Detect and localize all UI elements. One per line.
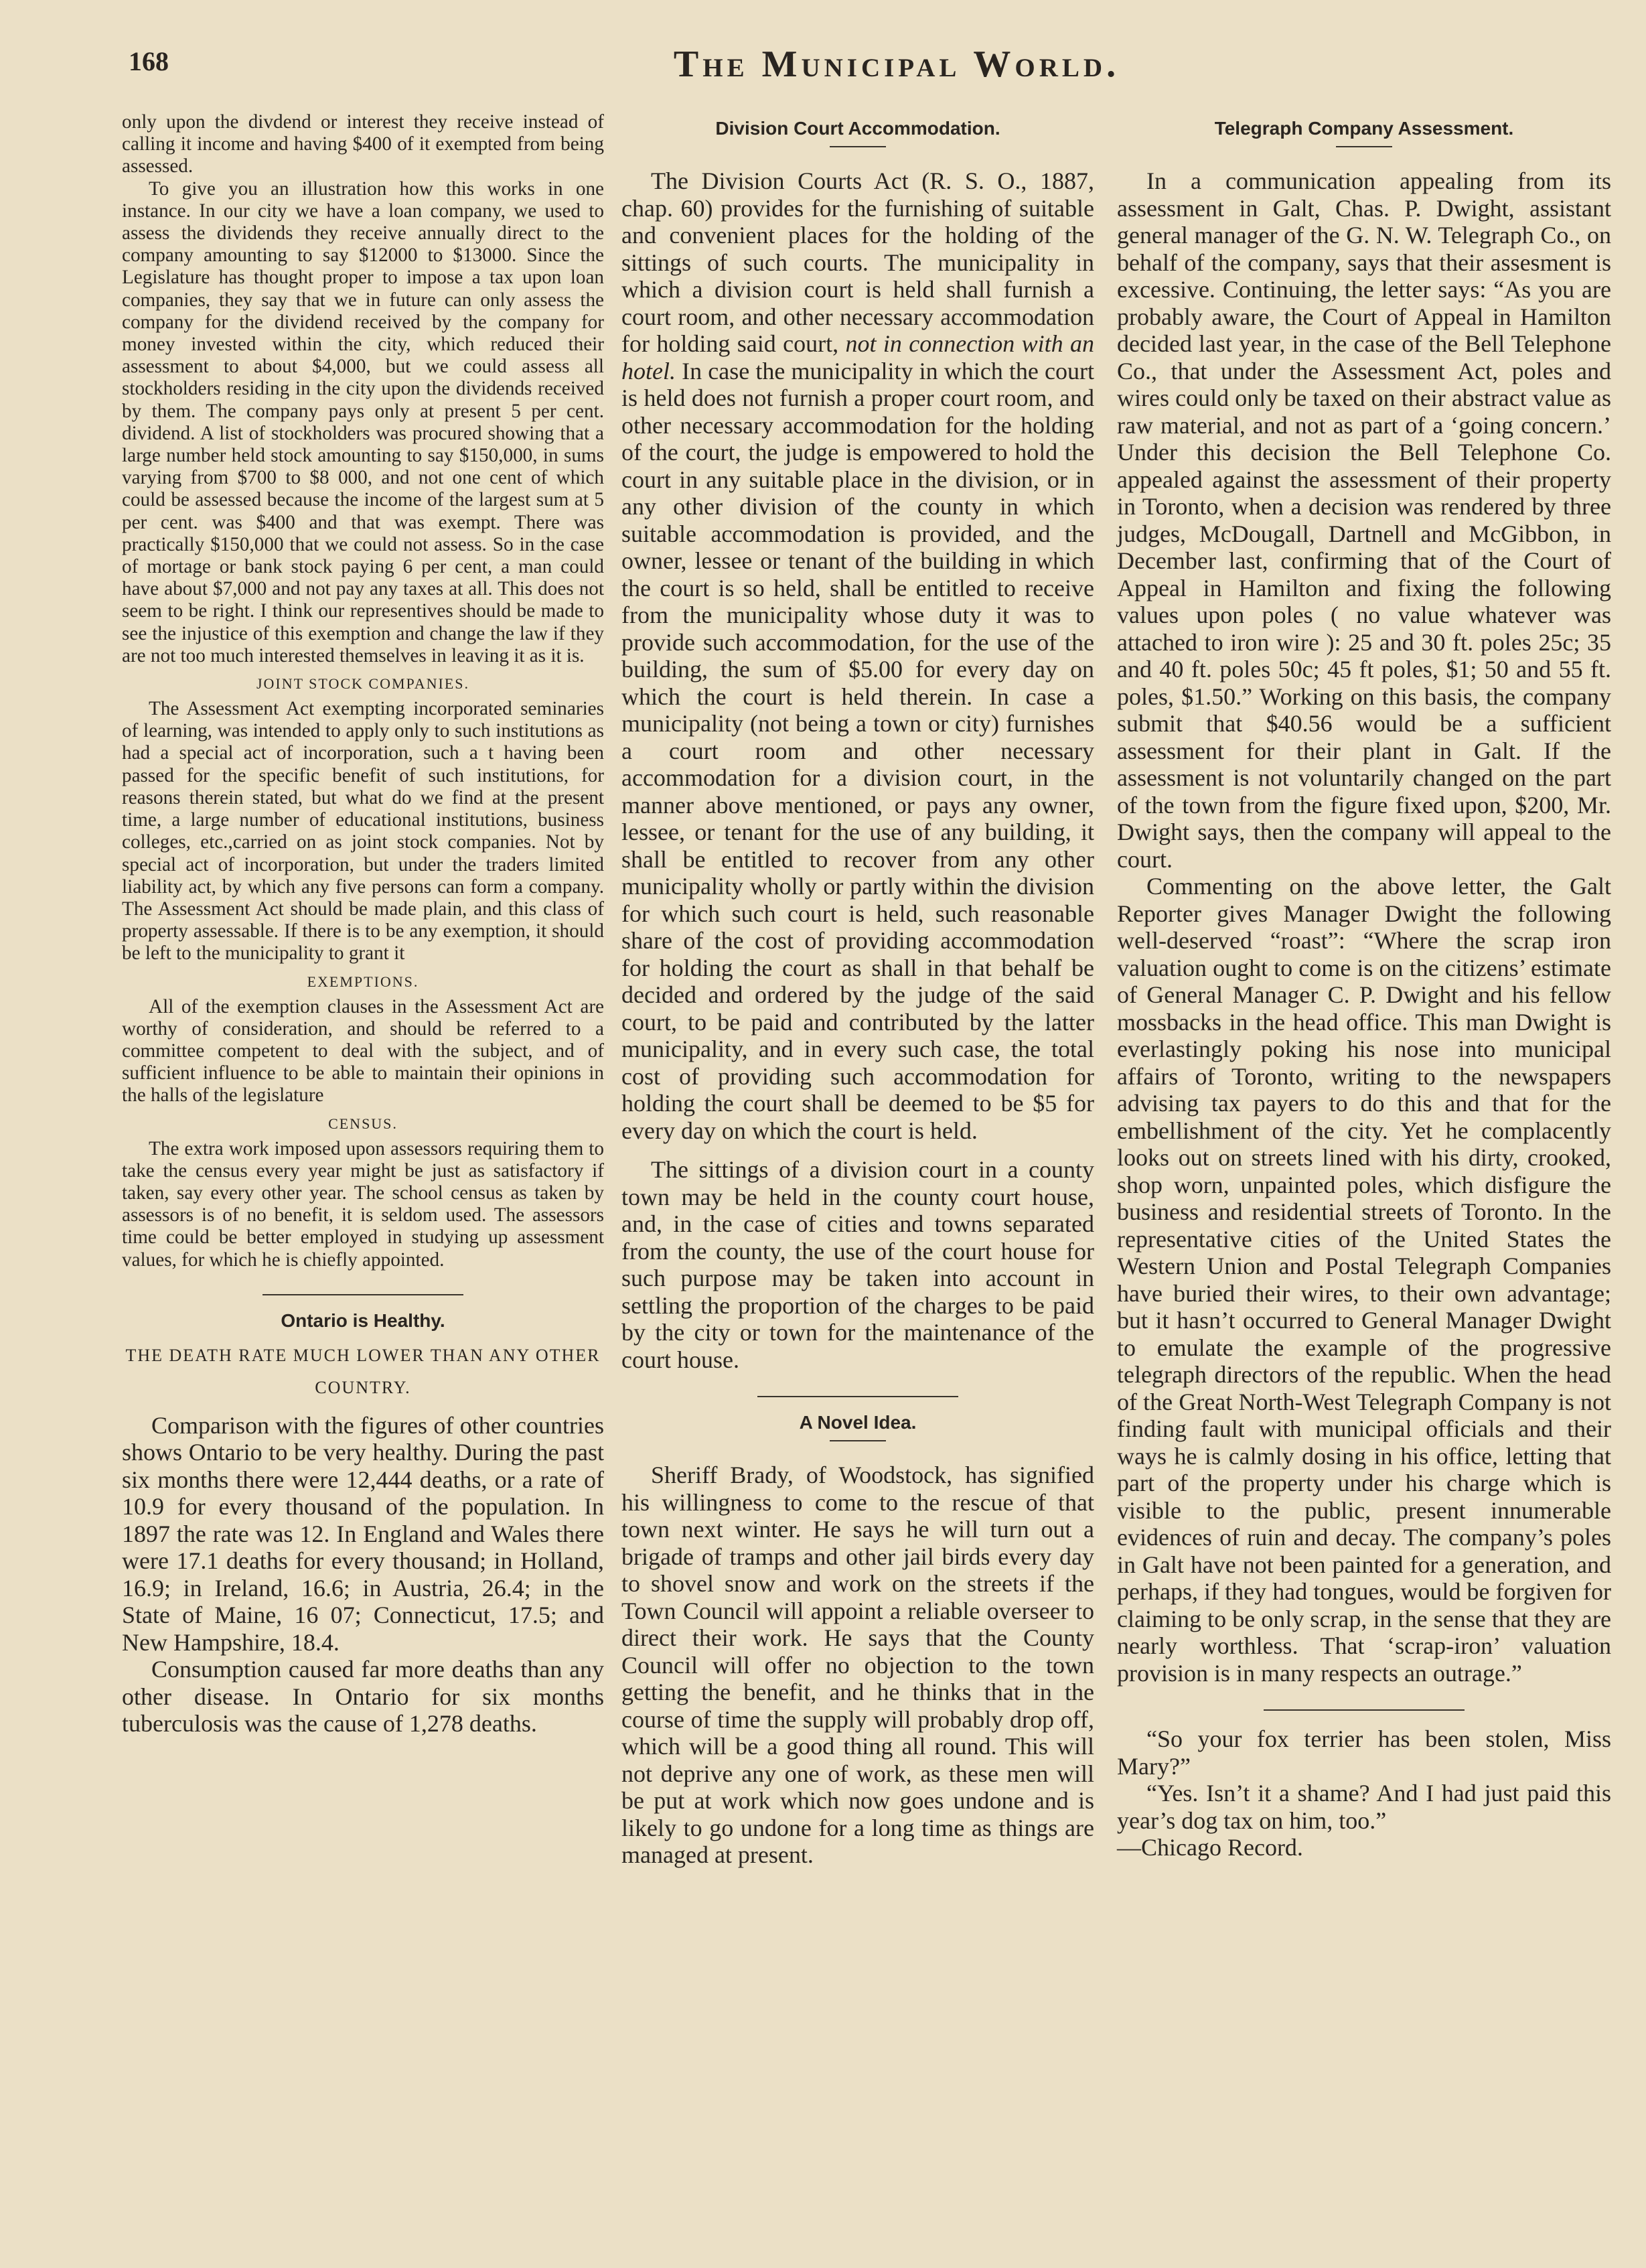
article-headline: Division Court Accommodation.	[715, 118, 1000, 139]
article-paragraph: only upon the divdend or interest they receive instead of calling it income and having $400 of it exempted from being assessed.	[122, 111, 604, 178]
section-heading-joint-stock: JOINT STOCK COMPANIES.	[256, 675, 470, 693]
article-paragraph: In a communication appealing from its assessment in Galt, Chas. P. Dwight, assistant general manager of the G. N. W. Telegraph Co., on behalf of the company, says that their assesment is excessive. Continuing, the letter says: “As you are probably aware, the Court of Appeal in Hamilton decided last year, in the case of the Bell Telephone Co., that under the Assessment Act, poles and wires could only be taxed on their abstract value as raw material, and not as part of a ‘going concern.’ Under this decision the Bell Telephone Co. appealed against the assessment of their property in Toronto, when a decision was rendered by three judges, McDougall, Dartnell and McGibbon, in December last, confirming that of the Court of Appeal in Hamilton and fixing the following values upon poles ( no value whatever was attached to iron wire ): 25 and 30 ft. poles 25c; 35 and 40 ft. poles 50c; 45 ft poles, $1; 50 and 55 ft. poles, $1.50.” Working on this basis, the company submit that $40.56 would be a sufficient assessment for their plant in Galt. If the assessment is not voluntarily changed on the part of the town from the figure fixed upon, $200, Mr. Dwight says, then the company will appeal to the court.	[1117, 167, 1611, 873]
headline-rule	[1336, 146, 1392, 147]
article-subheadline: THE DEATH RATE MUCH LOWER THAN ANY OTHER COUNTRY.	[125, 1345, 601, 1397]
assessment-letter-article	[122, 111, 604, 1271]
headline-rule	[830, 1440, 886, 1441]
joke-line: “Yes. Isn’t it a shame? And I had just paid this year’s dog tax on him, too.”	[1117, 1780, 1611, 1834]
article-paragraph: Comparison with the figures of other countries shows Ontario to be very healthy. During the past six months there were 12,444 deaths, or a rate of 10.9 for every thousand of the population. In 1897 the rate was 12. In England and Wales there were 17.1 deaths for every thousand; in Holland, 16.9; in Ireland, 16.6; in Austria, 26.4; in the State of Maine, 16 07; Connecticut, 17.5; and New Hampshire, 18.4.	[122, 1411, 604, 1656]
novel-idea-article-body	[621, 1462, 1094, 1869]
telegraph-article-body	[1117, 167, 1611, 1687]
headline-rule	[830, 146, 886, 147]
column-divider	[1264, 1709, 1465, 1711]
column-left	[122, 111, 604, 1738]
article-paragraph: Sheriff Brady, of Woodstock, has signified his willingness to come to the rescue of that town next winter. He says he will turn out a brigade of tramps and other jail birds every day to shovel snow and work on the streets if the Town Council will appoint a reliable overseer to direct their work. He says that the County Council will offer no objection to the town getting the benefit, and he thinks that in the course of time the supply will probably drop off, which will be a good thing all round. This will not deprive any one of work, as these men will be put at work which now goes undone and is likely to go undone for a long time as things are managed at present.	[621, 1462, 1094, 1868]
division-court-article-body	[621, 167, 1094, 1373]
page-number: 168	[129, 46, 169, 76]
article-paragraph	[621, 167, 1094, 1144]
article-text: The Division Courts Act (R. S. O., 1887, chap. 60) provides for the furnishing of suitable and convenient places for the holding of the sittings of such courts. The municipality in which a division court is held shall furnish a court room, and other necessary accommodation for holding said court,	[621, 167, 1094, 357]
article-paragraph: Consumption caused far more deaths than any other disease. In Ontario for six months tuberculosis was the cause of 1,278 deaths.	[122, 1656, 604, 1738]
joke-snippet	[1117, 1725, 1611, 1861]
page-header	[121, 40, 1525, 94]
article-headline: Ontario is Healthy.	[281, 1309, 445, 1331]
section-heading-census: CENSUS.	[328, 1115, 398, 1132]
article-paragraph: Commenting on the above letter, the Galt Reporter gives Manager Dwight the following well-deserved “roast”: “Where the scrap iron valuation ought to come is on the citizens’ estimate of General Manager C. P. Dwight and his fellow mossbacks in the head office. This man Dwight is everlastingly poking his nose into municipal affairs of Toronto, writing to the newspapers advising tax payers to do this and that for the embellishment of the city. Yet he complacently looks out on streets lined with his dirty, crooked, shop worn, unpainted poles, which disfigure the business and residential streets of Toronto. In the representative cities of the United States the Western Union and Postal Telegraph Companies have buried their wires, to their own advantage; but it hasn’t occurred to General Manager Dwight to emulate the example of the progressive telegraph directors of the republic. When the head of the Great North-West Telegraph Company is not finding fault with municipal officials and their ways he is calmly dosing in his office, letting that part of the property under his charge which is visible to the public, present innumerable evidences of ruin and decay. The company’s poles in Galt have not been painted for a generation, and perhaps, if they had tongues, would be forgiven for claiming to be only scrap, in the sense that they are nearly worthless. That ‘scrap-iron’ valuation provision is in many respects an outrage.”	[1117, 873, 1611, 1687]
article-italic-text: not in connection with an hotel.	[621, 330, 1094, 384]
article-paragraph: The sittings of a division court in a county town may be held in the county court house, and, in the case of cities and towns separated from the county, the use of the court house for such purpose may be taken into account in settling the proportion of the charges to be paid by the city or town for the maintenance of the court house.	[621, 1156, 1094, 1373]
joke-source: —Chicago Record.	[1117, 1834, 1303, 1861]
masthead-title: The Municipal World.	[673, 44, 1120, 85]
column-middle	[621, 111, 1094, 1869]
article-paragraph: All of the exemption clauses in the Assessment Act are worthy of consideration, and should be referred to a committee competent to deal with the subject, and of sufficient influence to be able to maintain their opinions in the halls of the legislature	[122, 995, 604, 1107]
column-right	[1117, 111, 1611, 1861]
article-headline: A Novel Idea.	[799, 1412, 917, 1433]
article-text: In case the municipality in which the court is held does not furnish a proper court room, and other necessary accommodation for the holding of the court, the judge is empowered to hold the court in any suitable place in the division, or in any other division of the county in which suitable accommodation is provided, and the owner, lessee or tenant of the building in which the court is so held, shall be entitled to receive from the municipality whose duty it was to provide such accommodation, for the use of the building, the sum of $5.00 for every day on which the court is held therein. In case a municipality (not being a town or city) furnishes a court room and other necessary accommodation for a division court, in the manner above mentioned, or pays any owner, lessee, or tenant for the use of any building, it shall be entitled to recover from any other municipality wholly or partly within the division for which such court is held, such reasonable share of the cost of providing accommodation for holding the court as shall in that behalf be decided and ordered by the judge of the said court, to be paid and contributed by the latter municipality, and in every such case, the total cost of providing such accommodation for holding the court shall be deemed to be $5 for every day on which the court is held.	[621, 357, 1095, 1144]
article-paragraph: The extra work imposed upon assessors requiring them to take the census every year might be just as satisfactory if taken, say every other year. The school census as taken by assessors is of no benefit, it is seldom used. The assessors time could be better employed in studying up assessment values, for which he is chiefly appointed.	[122, 1137, 604, 1271]
article-paragraph: The Assessment Act exempting incorporated seminaries of learning, was intended to apply only to such institutions as had a special act of incorporation, such a t having been passed for the specific benefit of such institutions, for reasons therein stated, but what do we find at the present time, a large number of educational institutions, business colleges, etc.,carried on as joint stock companies. Not by special act of incorporation, but under the traders limited liability act, by which any five persons can form a company. The Assessment Act should be made plain, and this class of property assessable. If there is to be any exemption, it should be left to the municipality to grant it	[122, 698, 604, 965]
article-headline: Telegraph Company Assessment.	[1214, 118, 1514, 139]
article-paragraph: To give you an illustration how this works in one instance. In our city we have a loan company, we used to assess the dividends they receive annually direct to the company amounting to say $12000 to $13000. Since the Legislature has thought proper to impose a tax upon loan companies, they say that we in future can only assess the company for the dividend received by the company for money invested within the city, which reduced their assessment to about $4,000, but we could assess all stockholders residing in the city upon the dividends received by them. The company pays only at present 5 per cent. dividend. A list of stockholders was procured showing that a large number held stock amounting to say $150,000, in sums varying from $700 to $8 000, and not one cent of which could be assessed because the income of the largest sum at 5 per cent. was $400 and that was exempt. There was practically $150,000 that we could not assess. So in the case of mortage or bank stock paying 6 per cent, a man could have about $7,000 and not pay any taxes at all. This does not seem to be right. I think our representives should be made to see the injustice of this exemption and change the law if they are not too much interested themselves in leaving it as it is.	[122, 178, 604, 666]
joke-line: “So your fox terrier has been stolen, Miss Mary?”	[1117, 1725, 1611, 1780]
ontario-article-body	[122, 1412, 604, 1738]
column-divider	[263, 1294, 463, 1295]
section-heading-exemptions: EXEMPTIONS.	[307, 973, 419, 990]
column-divider	[757, 1396, 958, 1397]
